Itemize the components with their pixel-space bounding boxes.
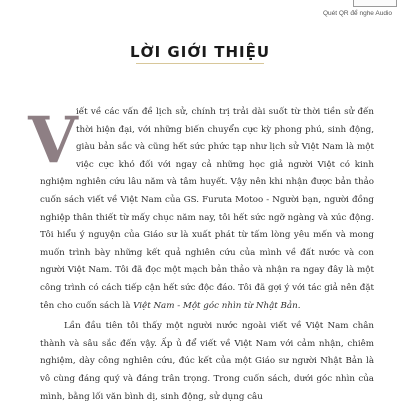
paragraph-1-book-title: Việt Nam - Một góc nhìn từ Nhật Bản (133, 300, 298, 311)
dropcap-letter-graphic (28, 103, 78, 178)
qr-caption: Quét QR để nghe Audio (322, 10, 392, 17)
title-underline (136, 63, 264, 64)
dropcap-letter: V (28, 103, 78, 178)
qr-code-icon (353, 0, 397, 7)
paragraph-1-end: . (297, 300, 301, 311)
article-body (28, 103, 374, 406)
dropcap (28, 103, 78, 178)
paragraph-1-text: iết về các vấn đề lịch sử, chính trị trải dài suốt từ thời tiền sử đến thời hiện đại, với những biến chuyển cực kỳ phong phú, sinh động, giàu bản sắc và cũng hết sức phức tạp như lịch sử Việt Nam là một việc cực khó đối với ngay cả những học giả người Việt có kinh nghiệm nghiên cứu lâu năm và tâm huyết. Vậy nên khi nhận được bản thảo cuốn sách viết về Việt Nam của GS. Furuta Motoo - Người bạn, người đồng nghiệp thân thiết từ mấy chục năm nay, tôi hết sức ngỡ ngàng và xúc động. Tôi hiểu ý nguyện của Giáo sư là xuất phát từ tấm lòng yêu mến và mong muốn trình bày những kết quả nghiên cứu của mình về đất nước và con người Việt Nam. Tôi đã đọc một mạch bản thảo và nhận ra ngay đây là một công trình có cách tiếp cận hết sức độc đáo. Tôi đã gợi ý với tác giả nên đặt tên cho cuốn sách là (40, 107, 374, 311)
page-title (130, 43, 270, 61)
paragraph-1 (28, 103, 374, 315)
paragraph-2: Lần đầu tiên tôi thấy một người nước ngoài viết về Việt Nam chân thành và sâu sắc đến vậy. Ấp ủ để viết về Việt Nam với cảm nhận, chiêm nghiệm, dày công nghiên cứu, đúc kết của một Giáo sư người Nhật Bản là vô cùng đáng quý và đáng trân trọng. Trong cuốn sách, dưới góc nhìn của mình, bằng lối văn bình dị, sinh động, sử dụng câu (40, 321, 374, 402)
title-block (0, 42, 400, 61)
page-title-text: LỜI GIỚI THIỆU (129, 43, 271, 61)
